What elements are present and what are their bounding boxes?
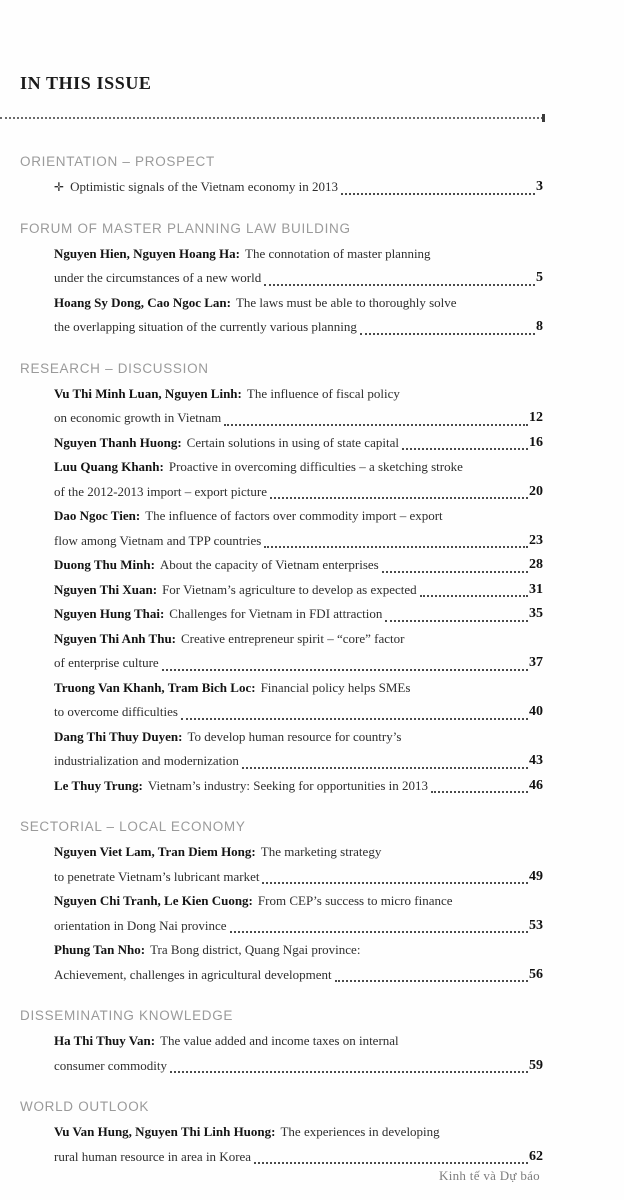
entry-title: The connotation of master planning	[245, 245, 431, 261]
entry-page-number: 37	[529, 655, 543, 670]
entry-page-number: 16	[529, 434, 543, 450]
entry-line	[20, 406, 543, 431]
entry-authors: Vu Van Hung, Nguyen Thi Linh Huong:	[54, 1124, 276, 1139]
entry-line	[20, 291, 543, 316]
entry-title: From CEP’s success to micro finance	[257, 893, 453, 908]
entry-page-number: 53	[529, 917, 543, 933]
entry-authors: Duong Thu Minh:	[54, 557, 155, 572]
toc-section	[20, 149, 543, 200]
dot-leader	[254, 1162, 528, 1164]
entry-line	[20, 315, 543, 340]
entry-title-continuation: on economic growth in Vietnam	[54, 410, 222, 425]
toc-section	[20, 216, 543, 340]
dot-leader	[170, 1071, 528, 1073]
entry-page-number: 28	[529, 557, 543, 572]
entry-title: Certain solutions in using of state capital	[186, 434, 399, 450]
entry-title-continuation: to penetrate Vietnam’s lubricant market	[54, 868, 260, 884]
entry-authors: Vu Thi Minh Luan, Nguyen Linh:	[54, 385, 242, 401]
entry-authors: Nguyen Viet Lam, Tran Diem Hong:	[54, 844, 256, 859]
entry-line	[20, 774, 543, 799]
entry-title-continuation: of the 2012-2013 import – export picture	[54, 483, 268, 499]
entry-line	[20, 1145, 543, 1170]
entry-line	[20, 455, 543, 480]
entry-title: Financial policy helps SMEs	[260, 679, 411, 695]
dot-leader	[431, 791, 528, 793]
dot-leader	[385, 620, 528, 622]
dot-leader	[181, 718, 528, 720]
entry-authors: Dao Ngoc Tien:	[54, 508, 141, 523]
entry-page-number: 49	[529, 868, 543, 884]
entry-line	[20, 266, 543, 291]
toc-section	[20, 814, 543, 987]
section-heading: RESEARCH – DISCUSSION	[20, 360, 209, 376]
entry-page-number: 35	[529, 606, 543, 621]
entry-authors: Dang Thi Thuy Duyen:	[54, 728, 183, 744]
entry-line	[20, 889, 543, 914]
entry-page-number: 56	[529, 966, 543, 982]
entry-page-number: 3	[536, 179, 543, 194]
entry-title: To develop human resource for country’s	[187, 728, 402, 744]
journal-name-footer: Kinh tế và Dự báo	[439, 1168, 540, 1183]
entry-page-number: 40	[529, 704, 543, 719]
entry-line	[20, 627, 543, 652]
entry-line	[20, 865, 543, 890]
entry-line	[20, 749, 543, 774]
entry-line	[20, 382, 543, 407]
toc-sections	[20, 149, 543, 1169]
dot-leader	[242, 767, 528, 769]
entry-page-number: 46	[529, 777, 543, 793]
entry-title: The marketing strategy	[260, 844, 382, 859]
entry-title-continuation: industrialization and modernization	[54, 753, 239, 768]
entry-title: Creative entrepreneur spirit – “core” factor	[181, 630, 405, 646]
dot-leader	[262, 882, 528, 884]
entry-page-number: 23	[529, 532, 543, 548]
dot-leader	[402, 448, 528, 450]
dot-leader	[270, 497, 528, 499]
entry-title: Optimistic signals of the Vietnam economy in 2013	[70, 179, 339, 194]
entry-title: About the capacity of Vietnam enterprises	[159, 557, 379, 572]
entry-title: The experiences in developing	[280, 1124, 440, 1139]
entry-page-number: 5	[536, 270, 543, 285]
entry-authors: Nguyen Thi Anh Thu:	[54, 630, 177, 646]
section-heading: FORUM OF MASTER PLANNING LAW BUILDING	[20, 220, 351, 236]
entry-line	[20, 602, 543, 627]
dot-leader	[341, 193, 535, 195]
entry-title-continuation: to overcome difficulties	[54, 704, 178, 719]
entry-line	[20, 963, 543, 988]
star-bullet-icon: ✛	[54, 180, 65, 194]
entry-title: Challenges for Vietnam in FDI attraction	[169, 606, 383, 621]
entry-authors: Nguyen Chi Tranh, Le Kien Cuong:	[54, 893, 253, 908]
entry-title-continuation: orientation in Dong Nai province	[54, 917, 227, 933]
entry-authors: Luu Quang Khanh:	[54, 459, 164, 474]
entry-page-number: 12	[529, 410, 543, 425]
entry-line	[20, 938, 543, 963]
dot-leader	[264, 284, 535, 286]
entry-page-number: 62	[529, 1148, 543, 1164]
section-heading: ORIENTATION – PROSPECT	[20, 154, 215, 169]
entry-authors: Truong Van Khanh, Tram Bich Loc:	[54, 679, 256, 695]
entry-page-number: 8	[536, 319, 543, 334]
toc-section	[20, 356, 543, 799]
entry-line	[20, 840, 543, 865]
dotted-rule	[0, 117, 543, 119]
entry-line	[20, 700, 543, 725]
entry-line	[20, 504, 543, 529]
entry-line	[20, 529, 543, 554]
entry-title: Tra Bong district, Quang Ngai province:	[150, 942, 361, 957]
toc-section	[20, 1094, 543, 1169]
entry-line	[20, 480, 543, 505]
entry-title-continuation: under the circumstances of a new world	[54, 270, 262, 285]
entry-authors: Phung Tan Nho:	[54, 942, 146, 957]
section-heading: SECTORIAL – LOCAL ECONOMY	[20, 819, 246, 834]
entry-authors: Hoang Sy Dong, Cao Ngoc Lan:	[54, 294, 231, 310]
entry-title-continuation: flow among Vietnam and TPP countries	[54, 532, 262, 548]
entry-authors: Nguyen Thanh Huong:	[54, 434, 182, 450]
entry-line	[20, 1120, 543, 1145]
entry-title: The influence of factors over commodity import – export	[145, 508, 443, 523]
entry-page-number: 20	[529, 483, 543, 499]
entry-line	[20, 553, 543, 578]
entry-title: The value added and income taxes on internal	[160, 1033, 399, 1048]
entry-page-number: 31	[529, 581, 543, 597]
dot-leader	[224, 424, 528, 426]
entry-authors: Ha Thi Thuy Van:	[54, 1033, 156, 1048]
dot-leader	[264, 546, 528, 548]
entry-page-number: 59	[529, 1057, 543, 1073]
toc-section	[20, 1003, 543, 1078]
entry-line	[20, 914, 543, 939]
entry-line	[20, 676, 543, 701]
entry-line	[20, 578, 543, 603]
dot-leader	[335, 980, 528, 982]
entry-title: Vietnam’s industry: Seeking for opportunities in 2013	[147, 777, 429, 793]
section-heading: DISSEMINATING KNOWLEDGE	[20, 1008, 234, 1023]
entry-title-continuation: Achievement, challenges in agricultural development	[54, 966, 332, 982]
entry-line	[20, 725, 543, 750]
entry-authors: Nguyen Hien, Nguyen Hoang Ha:	[54, 245, 240, 261]
entry-line	[20, 651, 543, 676]
dot-leader	[420, 595, 528, 597]
entry-authors: Nguyen Thi Xuan:	[54, 581, 158, 597]
entry-title-continuation: rural human resource in area in Korea	[54, 1148, 252, 1164]
entry-line	[20, 1029, 543, 1054]
entry-title-continuation: the overlapping situation of the currently various planning	[54, 319, 357, 334]
section-heading: WORLD OUTLOOK	[20, 1099, 150, 1114]
entry-title: The laws must be able to thoroughly solve	[235, 294, 457, 310]
entry-line	[20, 175, 543, 200]
entry-authors: Nguyen Hung Thai:	[54, 606, 165, 621]
entry-line	[20, 1054, 543, 1079]
page-title: IN THIS ISSUE	[20, 73, 152, 93]
entry-page-number: 43	[529, 753, 543, 768]
entry-title-continuation: of enterprise culture	[54, 655, 159, 670]
dot-leader	[360, 333, 535, 335]
dot-leader	[162, 669, 528, 671]
dot-leader	[230, 931, 528, 933]
entry-authors: Le Thuy Trung:	[54, 777, 143, 793]
entry-line	[20, 242, 543, 267]
entry-title: Proactive in overcoming difficulties – a sketching stroke	[168, 459, 463, 474]
entry-line	[20, 431, 543, 456]
entry-title: For Vietnam’s agriculture to develop as expected	[162, 581, 417, 597]
entry-title: The influence of fiscal policy	[246, 385, 400, 401]
entry-title-continuation: consumer commodity	[54, 1057, 168, 1073]
dot-leader	[382, 571, 528, 573]
